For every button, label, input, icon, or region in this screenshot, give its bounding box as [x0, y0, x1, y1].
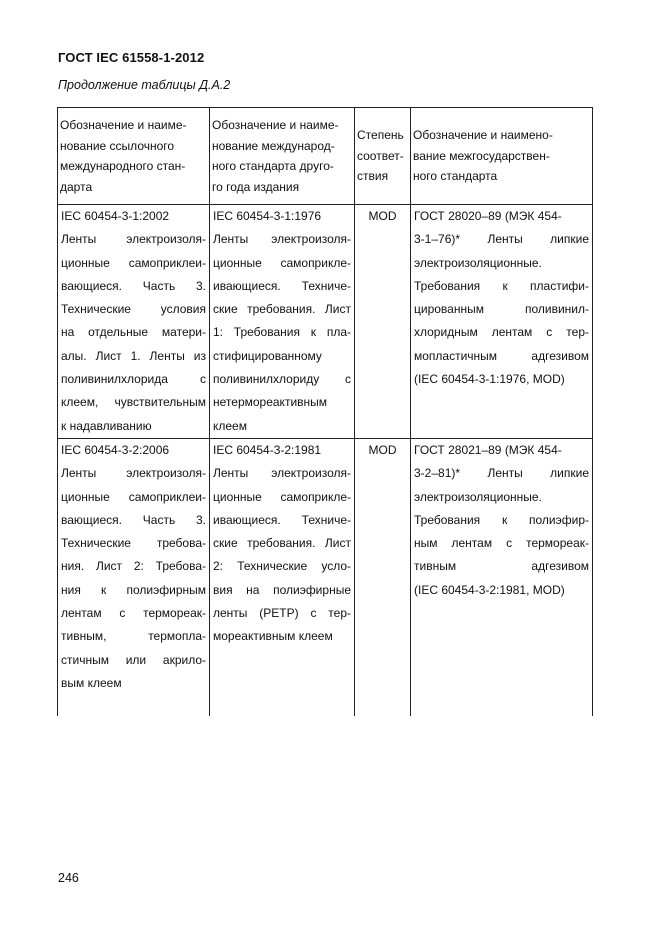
cell-line: нование международ- [212, 138, 335, 153]
page-number: 246 [58, 871, 79, 885]
cell-line: IEC 60454-3-2:1981 [213, 442, 322, 457]
cell-line: поливинилхлориду с [213, 372, 351, 387]
cell-line: ного стандарта [413, 169, 498, 184]
cell-line: ские требования. Лист [213, 536, 351, 551]
cell-line: ния. Лист 2: Требова- [61, 559, 206, 574]
cell-line: международного стан- [60, 159, 186, 173]
cell-line: Ленты электроизоля- [213, 466, 351, 481]
cell-international-standard [210, 205, 355, 439]
cell-line: ивающиеся. Техниче- [213, 278, 351, 293]
cell-international-standard [210, 438, 355, 716]
cell-line: 1: Требования к пла- [213, 325, 351, 340]
cell-line: ным лентам с термореак- [414, 536, 589, 551]
header-reference-standard [58, 108, 210, 205]
cell-line: дарта [60, 179, 93, 194]
cell-line: ционные самоприклеи- [61, 255, 206, 270]
header-interstate-standard [411, 108, 593, 205]
cell-line: клеем, чувствительным [61, 395, 206, 410]
table-caption: Продолжение таблицы Д.А.2 [58, 78, 231, 92]
cell-line: ивающиеся. Техниче- [213, 512, 351, 527]
cell-line: нование ссылочного [60, 138, 175, 153]
cell-line: мореактивным клеем [213, 629, 333, 644]
cell-line: Ленты электроизоля- [61, 232, 206, 247]
table-header-row [58, 108, 593, 205]
cell-line: ционные самоприклеи- [61, 489, 206, 504]
cell-line: вия на полиэфирные [213, 582, 351, 597]
cell-line: ленты (PETP) с тер- [213, 606, 351, 621]
cell-line: ционные самоприкле- [213, 255, 351, 270]
cell-line: на отдельные матери- [61, 325, 206, 340]
cell-line: ГОСТ 28020–89 (МЭК 454- [414, 209, 562, 223]
cell-line: ские требования. Лист [213, 302, 351, 317]
cell-line: Требования к полиэфир- [414, 512, 589, 527]
cell-line: цированным поливинил- [414, 302, 589, 317]
cell-line: Требования к пластифи- [414, 278, 589, 293]
cell-reference-standard [58, 205, 210, 439]
cell-line: го года издания [212, 179, 300, 194]
cell-line: IEC 60454-3-1:2002 [61, 209, 170, 223]
cell-line: ствия [357, 169, 389, 184]
table-row [58, 205, 593, 439]
table-row [58, 438, 593, 716]
cell-line: хлоридным лентам с тер- [414, 325, 589, 340]
cell-line: Обозначение и наимено- [413, 128, 553, 143]
cell-line: ГОСТ 28021–89 (МЭК 454- [414, 442, 562, 457]
cell-line: (IEC 60454-3-1:1976, MOD) [414, 372, 565, 387]
cell-correspondence: MOD [355, 438, 411, 716]
cell-line: электроизоляционные. [414, 255, 542, 270]
cell-line: к надавливанию [61, 418, 152, 433]
cell-line: Степень [357, 128, 404, 143]
standards-table [57, 107, 593, 716]
cell-line: электроизоляционные. [414, 489, 542, 504]
cell-line: IEC 60454-3-1:1976 [213, 209, 322, 223]
cell-line: клеем [213, 418, 247, 433]
cell-line: 3-2–81)* Ленты липкие [414, 466, 589, 481]
cell-line: нетермореактивным [213, 395, 328, 410]
cell-line: (IEC 60454-3-2:1981, MOD) [414, 582, 565, 597]
cell-line: 3-1–76)* Ленты липкие [414, 232, 589, 247]
cell-line: Обозначение и наиме- [60, 118, 187, 132]
cell-line: Обозначение и наиме- [212, 118, 339, 132]
cell-interstate-standard [411, 438, 593, 716]
cell-line: вающиеся. Часть 3. [61, 512, 206, 527]
cell-line: мопластичным адгезивом [414, 348, 589, 363]
cell-interstate-standard [411, 205, 593, 439]
cell-line: Ленты электроизоля- [213, 232, 351, 247]
cell-line: 2: Технические усло- [213, 559, 351, 574]
cell-line: IEC 60454-3-2:2006 [61, 442, 170, 457]
cell-line: стичным или акрило- [61, 652, 206, 667]
document-header: ГОСТ IEC 61558-1-2012 [58, 50, 205, 65]
cell-line: тивным, термопла- [61, 629, 206, 644]
cell-line: вание межгосударствен- [413, 148, 550, 163]
cell-line: ного стандарта друго- [212, 159, 334, 173]
cell-line: вым клеем [61, 675, 122, 690]
cell-line: лентам с термореак- [61, 606, 206, 621]
cell-line: тивным адгезивом [414, 559, 589, 574]
cell-reference-standard [58, 438, 210, 716]
cell-line: поливинилхлорида с [61, 372, 206, 387]
cell-line: ционные самоприкле- [213, 489, 351, 504]
cell-line: вающиеся. Часть 3. [61, 278, 206, 293]
header-degree-of-correspondence [355, 108, 411, 205]
header-international-standard [210, 108, 355, 205]
cell-line: Технические требова- [61, 536, 206, 551]
cell-line: Ленты электроизоля- [61, 466, 206, 481]
cell-line: стифицированному [213, 348, 322, 363]
cell-line: алы. Лист 1. Ленты из [61, 348, 206, 363]
cell-line: соответ- [357, 148, 404, 163]
cell-line: ния к полиэфирным [61, 582, 206, 597]
cell-line: Технические условия [61, 302, 206, 317]
cell-correspondence: MOD [355, 205, 411, 439]
